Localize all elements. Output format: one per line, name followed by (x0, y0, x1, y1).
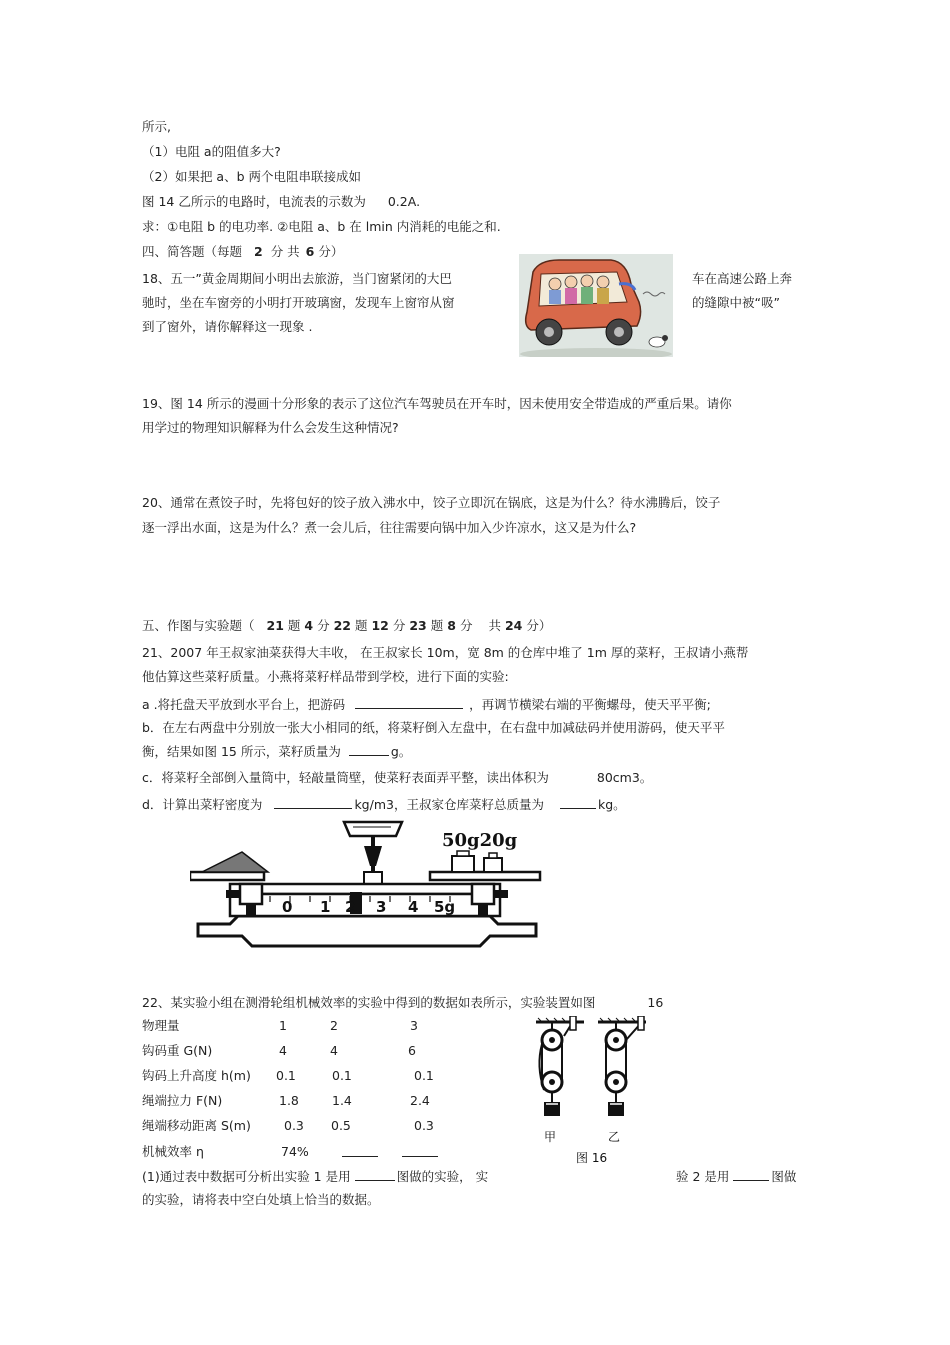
table-answer-blank[interactable] (402, 1144, 438, 1157)
table-row-label: 物理量 (142, 1018, 180, 1033)
table-cell: 0.1 (414, 1068, 434, 1083)
scale-tick-label: 4 (408, 898, 419, 916)
text-segment: 验 2 是用 (676, 1169, 730, 1184)
question-18-line: 18、五一”黄金周期间小明出去旅游，当门窗紧闭的大巴 (142, 271, 452, 286)
table-cell: 6 (408, 1043, 416, 1058)
table-cell: 0.1 (332, 1068, 352, 1083)
bus-cartoon-drawing (519, 254, 673, 357)
text-line: 求：①电阻 b 的电功率. ②电阻 a、b 在 lmin 内消耗的电能之和. (142, 219, 501, 234)
table-cell: 1 (279, 1018, 287, 1033)
section-title (142, 244, 343, 260)
question-18-line: 车在高速公路上奔 (692, 271, 793, 286)
answer-blank[interactable] (355, 1168, 395, 1181)
question-18-line: 到了窗外，请你解释这一现象 . (142, 319, 313, 334)
text-segment: 22、某实验小组在测滑轮组机械效率的实验中得到的数据如表所示，实验装置如图 (142, 995, 596, 1010)
text-segment: 16 (647, 995, 664, 1010)
text-segment: 图做的实验， 实 (396, 1169, 489, 1184)
answer-blank[interactable] (274, 796, 352, 809)
text-segment: a .将托盘天平放到水平台上，把游码 (142, 697, 346, 712)
text-segment: 0.2A. (387, 194, 421, 209)
scale-tick-label: 5g (434, 898, 456, 916)
question-18-line: 的缝隙中被“吸” (692, 295, 780, 310)
table-row-label: 钩码上升高度 h(m) (142, 1068, 251, 1083)
text-segment: 共 (488, 618, 501, 633)
sub-question: （1）电阻 a的阻值多大? (142, 144, 281, 159)
table-cell: 74% (281, 1144, 309, 1159)
answer-blank[interactable] (560, 796, 596, 809)
table-cell: 1.4 (332, 1093, 352, 1108)
table-cell: 2 (330, 1018, 338, 1033)
text-segment: 图做 (771, 1169, 797, 1184)
table-row-label: 绳端拉力 F(N) (142, 1093, 223, 1108)
question-21-step-c (142, 770, 652, 786)
question-21-step-b (142, 743, 411, 760)
text-line (142, 194, 420, 210)
sub-question: （2）如果把 a、b 两个电阻串联接成如 (142, 169, 361, 184)
figure-label-yi: 乙 (608, 1130, 621, 1144)
table-cell: 1.8 (279, 1093, 299, 1108)
figure-caption: 图 16 (576, 1151, 608, 1165)
text-segment: 四、简答题（每题 (142, 244, 243, 259)
text-segment: 21 (266, 618, 284, 633)
text-segment: 22 (333, 618, 351, 633)
text-segment: 80cm3。 (596, 770, 653, 785)
text-segment: ，再调节横梁右端的平衡螺母，使天平平衡; (469, 697, 711, 712)
table-cell: 0.1 (276, 1068, 296, 1083)
text-segment: kg。 (597, 797, 626, 812)
table-answer-blank[interactable] (342, 1144, 378, 1157)
table-cell: 0.3 (414, 1118, 434, 1133)
answer-blank[interactable] (733, 1168, 769, 1181)
question-21-line: 21、2007 年王叔家油菜获得大丰收， 在王叔家长 10m，宽 8m 的仓库中堆了 1m 厚的菜籽，王叔请小燕帮 (142, 645, 749, 660)
question-20-line: 逐一浮出水面，这是为什么？煮一会儿后，往往需要向锅中加入少许凉水，这又是为什么? (142, 520, 637, 535)
answer-blank[interactable] (349, 743, 389, 756)
text-segment: 图 14 乙所示的电路时，电流表的示数为 (142, 194, 366, 209)
text-segment: d．计算出菜籽密度为 (142, 797, 263, 812)
bus-cartoon-image (519, 254, 673, 357)
question-19-line: 19、图 14 所示的漫画十分形象的表示了这位汽车驾驶员在开车时，因未使用安全带造成的严重后果。请你 (142, 396, 732, 411)
table-cell: 0.3 (284, 1118, 304, 1133)
table-cell: 4 (330, 1043, 338, 1058)
balance-figure (190, 816, 546, 948)
text-segment: 分 (459, 618, 473, 633)
text-segment: 分 (317, 618, 330, 633)
question-22-part-1: 的实验，请将表中空白处填上恰当的数据。 (142, 1192, 380, 1207)
text-segment: (1)通过表中数据可分析出实验 1 是用 (142, 1169, 351, 1184)
question-19-line: 用学过的物理知识解释为什么会发生这种情况? (142, 420, 399, 435)
table-cell: 0.5 (331, 1118, 351, 1133)
question-21-line: 他估算这些菜籽质量。小燕将菜籽样品带到学校，进行下面的实验: (142, 669, 509, 684)
pulley-figure (530, 1016, 654, 1166)
section-title (142, 618, 551, 634)
text-segment: 24 (504, 618, 523, 633)
question-21-step-b: b．在左右两盘中分别放一张大小相同的纸，将菜籽倒入左盘中，在右盘中加减砝码并使用游码，使天平平 (142, 720, 725, 735)
pulley-drawing (530, 1016, 654, 1166)
text-segment: 五、作图与实验题（ (142, 618, 255, 633)
weights-label: 50g20g (442, 830, 518, 851)
balance-drawing (190, 816, 546, 948)
text-segment: 12 (371, 618, 389, 633)
scale-tick-label: 2 (345, 898, 356, 916)
question-18-line: 驰时，坐在车窗旁的小明打开玻璃窗，发现车上窗帘从窗 (142, 295, 455, 310)
text-segment: 8 (447, 618, 456, 633)
table-row-label: 绳端移动距离 S(m) (142, 1118, 251, 1133)
table-cell: 3 (410, 1018, 418, 1033)
text-segment: 题 (287, 618, 301, 633)
question-22-line (142, 995, 663, 1011)
text-segment: g。 (390, 744, 412, 759)
text-line: 所示, (142, 119, 171, 134)
question-21-step-a (142, 696, 711, 713)
answer-blank[interactable] (355, 696, 463, 709)
figure-label-jia: 甲 (544, 1130, 557, 1144)
text-segment: 23 (409, 618, 427, 633)
scale-tick-label: 1 (320, 898, 331, 916)
text-segment: kg/m3，王叔家仓库菜籽总质量为 (354, 797, 544, 812)
scale-tick-label: 3 (376, 898, 387, 916)
table-cell: 4 (279, 1043, 287, 1058)
text-segment: 6 (305, 244, 315, 259)
table-row-label: 机械效率 η (142, 1144, 204, 1159)
text-segment: c．将菜籽全部倒入量筒中，轻敲量筒壁，使菜籽表面弄平整，读出体积为 (142, 770, 549, 785)
text-segment: 分 (392, 618, 406, 633)
question-22-part-1 (142, 1168, 488, 1185)
text-segment: 衡，结果如图 15 所示，菜籽质量为 (142, 744, 341, 759)
scale-tick-label: 0 (282, 898, 293, 916)
question-21-step-d (142, 796, 626, 813)
question-20-line: 20、通常在煮饺子时，先将包好的饺子放入沸水中，饺子立即沉在锅底，这是为什么？待水沸腾后，饺子 (142, 495, 721, 510)
text-segment: 题 (430, 618, 444, 633)
table-row-label: 钩码重 G(N) (142, 1043, 213, 1058)
text-segment: 4 (304, 618, 314, 633)
question-22-part-1 (676, 1168, 796, 1185)
text-segment: 分） (526, 618, 552, 633)
text-segment: 题 (354, 618, 368, 633)
text-segment: 2 (254, 244, 263, 259)
text-segment: 分） (318, 244, 344, 259)
table-cell: 2.4 (410, 1093, 430, 1108)
text-segment: 分 共 (270, 244, 300, 259)
